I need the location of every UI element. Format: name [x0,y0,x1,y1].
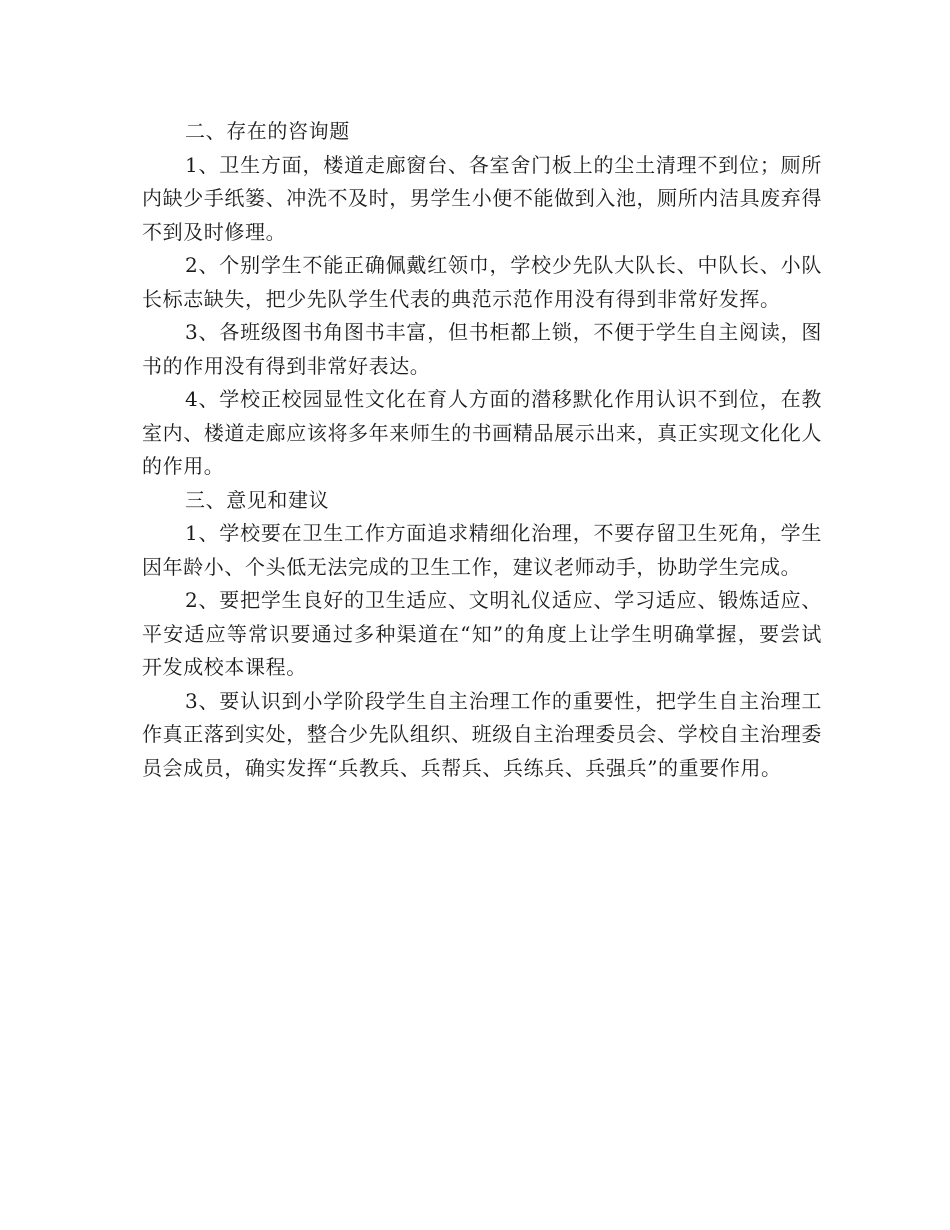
section-heading-suggestions: 三、意见和建议 [185,487,330,512]
document-body [142,115,822,785]
suggestion-item-1: 1、学校要在卫生工作方面追求精细化治理，不要存留卫生死角，学生因年龄小、个头低无法完成的卫生工作，建议老师动手，协助学生完成。 [142,521,822,579]
problem-item-3: 3、各班级图书角图书丰富，但书柜都上锁，不便于学生自主阅读，图书的作用没有得到非常好表达。 [142,320,822,378]
problem-item-2: 2、个别学生不能正确佩戴红领巾，学校少先队大队长、中队长、小队长标志缺失，把少先队学生代表的典范示范作用没有得到非常好发挥。 [142,253,822,311]
suggestion-item-3: 3、要认识到小学阶段学生自主治理工作的重要性，把学生自主治理工作真正落到实处，整合少先队组织、班级自主治理委员会、学校自主治理委员会成员，确实发挥“兵教兵、兵帮兵、兵练兵、兵强兵”的重要作用。 [142,688,822,780]
problem-item-1: 1、卫生方面，楼道走廊窗台、各室舍门板上的尘土清理不到位；厕所内缺少手纸篓、冲洗不及时，男学生小便不能做到入池，厕所内洁具废弃得不到及时修理。 [142,152,822,244]
problem-item-4: 4、学校正校园显性文化在育人方面的潜移默化作用认识不到位，在教室内、楼道走廊应该将多年来师生的书画精品展示出来，真正实现文化化人的作用。 [142,387,822,478]
section-heading-problems: 二、存在的咨询题 [185,119,350,143]
suggestion-item-2: 2、要把学生良好的卫生适应、文明礼仪适应、学习适应、锻炼适应、平安适应等常识要通过多种渠道在“知”的角度上让学生明确掌握，要尝试开发成校本课程。 [142,588,822,679]
